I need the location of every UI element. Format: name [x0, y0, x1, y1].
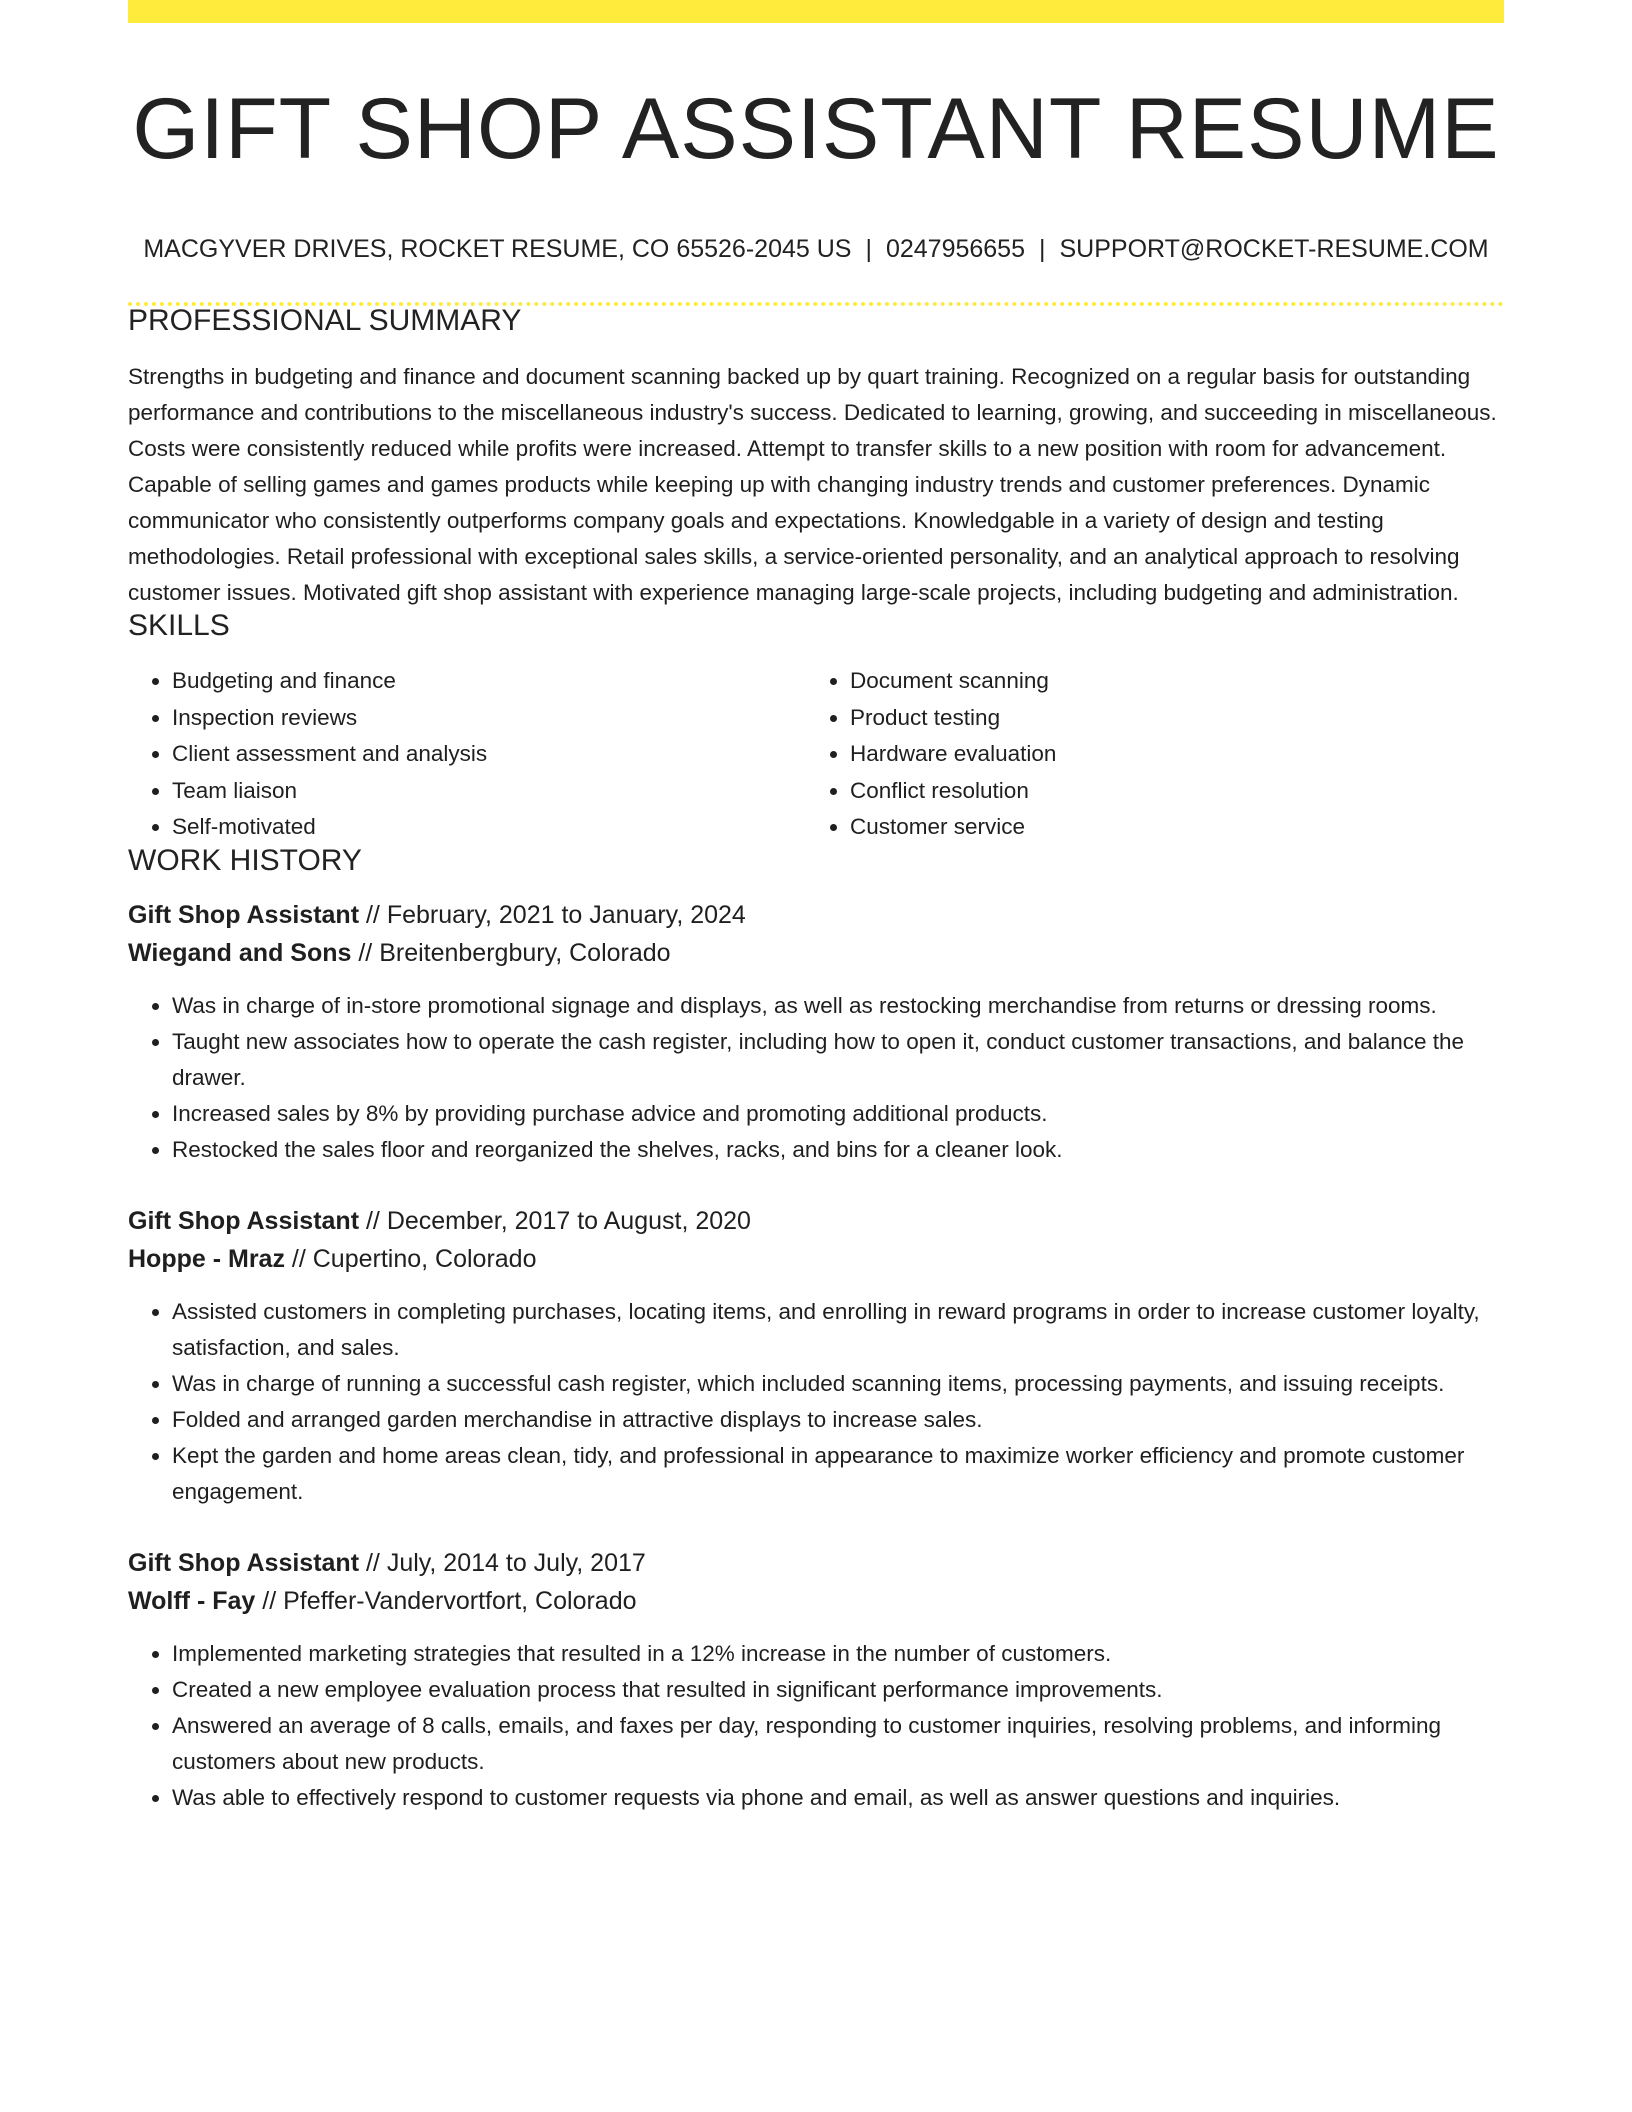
contact-address: MACGYVER DRIVES, ROCKET RESUME, CO 65526-2045 US	[143, 235, 852, 263]
job-company-line	[128, 1240, 1504, 1278]
skills-list	[128, 663, 1504, 846]
job-bullet: • Restocked the sales floor and reorganized the shelves, racks, and bins for a cleaner look.	[172, 1132, 1504, 1168]
top-accent-bar	[128, 0, 1504, 23]
job-bullets	[128, 1294, 1504, 1510]
job-bullet: • Was in charge of in-store promotional signage and displays, as well as restocking merchandise from returns or dressing rooms.	[172, 988, 1504, 1024]
job-company: Wolff - Fay	[128, 1586, 256, 1615]
job-title-line	[128, 1202, 1504, 1240]
skills-heading: SKILLS	[128, 609, 230, 642]
skill-item: • Product testing	[850, 700, 1484, 737]
job-bullet: • Was in charge of running a successful cash register, which included scanning items, processing payments, and issuing receipts.	[172, 1366, 1504, 1402]
job-bullet: • Implemented marketing strategies that resulted in a 12% increase in the number of customers.	[172, 1636, 1504, 1672]
job-bullet: • Created a new employee evaluation process that resulted in significant performance improvements.	[172, 1672, 1504, 1708]
job-company: Hoppe - Mraz	[128, 1244, 285, 1273]
job-location: // Cupertino, Colorado	[284, 1244, 537, 1273]
job-dates: // February, 2021 to January, 2024	[359, 900, 746, 929]
skill-item: • Conflict resolution	[850, 773, 1484, 810]
job-company-line	[128, 1582, 1504, 1620]
skills-column-left	[128, 663, 806, 846]
job-title-line	[128, 1544, 1504, 1582]
contact-separator: |	[865, 235, 872, 263]
work-history-heading: WORK HISTORY	[128, 843, 362, 877]
skill-item: • Budgeting and finance	[172, 663, 806, 700]
job-bullet: • Increased sales by 8% by providing purchase advice and promoting additional products.	[172, 1096, 1504, 1132]
skill-item: • Self-motivated	[172, 809, 806, 846]
job-title-line	[128, 896, 1504, 934]
job-dates: // July, 2014 to July, 2017	[359, 1548, 646, 1577]
skill-item: • Team liaison	[172, 773, 806, 810]
contact-phone: 0247956655	[885, 235, 1025, 263]
job-location: // Pfeffer-Vandervortfort, Colorado	[255, 1586, 637, 1615]
job-title: Gift Shop Assistant	[128, 1206, 360, 1235]
job-bullet: • Was able to effectively respond to customer requests via phone and email, as well as answer questions and inquiries.	[172, 1780, 1504, 1816]
skill-item: • Client assessment and analysis	[172, 736, 806, 773]
contact-line	[128, 237, 1504, 262]
job-entry	[128, 1544, 1504, 1816]
job-entry	[128, 896, 1504, 1168]
skill-item: • Hardware evaluation	[850, 736, 1484, 773]
job-bullet: • Answered an average of 8 calls, emails, and faxes per day, responding to customer inquiries, resolving problems, and informing customers about new products.	[172, 1708, 1504, 1780]
skill-item: • Document scanning	[850, 663, 1484, 700]
resume-title: GIFT SHOP ASSISTANT RESUME	[132, 81, 1500, 177]
job-company-line	[128, 934, 1504, 972]
job-bullets	[128, 988, 1504, 1168]
job-bullet: • Folded and arranged garden merchandise in attractive displays to increase sales.	[172, 1402, 1504, 1438]
job-location: // Breitenbergbury, Colorado	[351, 938, 671, 967]
job-company: Wiegand and Sons	[128, 938, 352, 967]
contact-separator: |	[1039, 235, 1046, 263]
job-bullet: • Taught new associates how to operate the cash register, including how to open it, conduct customer transactions, and balance the drawer.	[172, 1024, 1504, 1096]
job-entry	[128, 1202, 1504, 1510]
job-bullets	[128, 1636, 1504, 1816]
job-title: Gift Shop Assistant	[128, 900, 360, 929]
skill-item: • Customer service	[850, 809, 1484, 846]
summary-heading: PROFESSIONAL SUMMARY	[128, 304, 522, 337]
contact-email: SUPPORT@ROCKET-RESUME.COM	[1059, 235, 1489, 263]
job-bullet: • Assisted customers in completing purchases, locating items, and enrolling in reward programs in order to increase customer loyalty, satisfaction, and sales.	[172, 1294, 1504, 1366]
skills-column-right	[806, 663, 1484, 846]
summary-text: Strengths in budgeting and finance and document scanning backed up by quart training. Recognized on a regular basis for outstanding performance and contributions to the miscellaneous industry's success. Dedicated to learning, growing, and succeeding in miscellaneous. Costs were consistently reduced while profits were increased. Attempt to transfer skills to a new position with room for advancement. Capable of selling games and games products while keeping up with changing industry trends and customer preferences. Dynamic communicator who consistently outperforms company goals and expectations. Knowledgable in a variety of design and testing methodologies. Retail professional with exceptional sales skills, a service-oriented personality, and an analytical approach to resolving customer issues. Motivated gift shop assistant with experience managing large-scale projects, including budgeting and administration.	[128, 364, 1497, 605]
job-dates: // December, 2017 to August, 2020	[359, 1206, 751, 1235]
job-bullet: • Kept the garden and home areas clean, tidy, and professional in appearance to maximize worker efficiency and promote customer engagement.	[172, 1438, 1504, 1510]
resume-page	[128, 0, 1504, 1816]
job-title: Gift Shop Assistant	[128, 1548, 360, 1577]
skill-item: • Inspection reviews	[172, 700, 806, 737]
